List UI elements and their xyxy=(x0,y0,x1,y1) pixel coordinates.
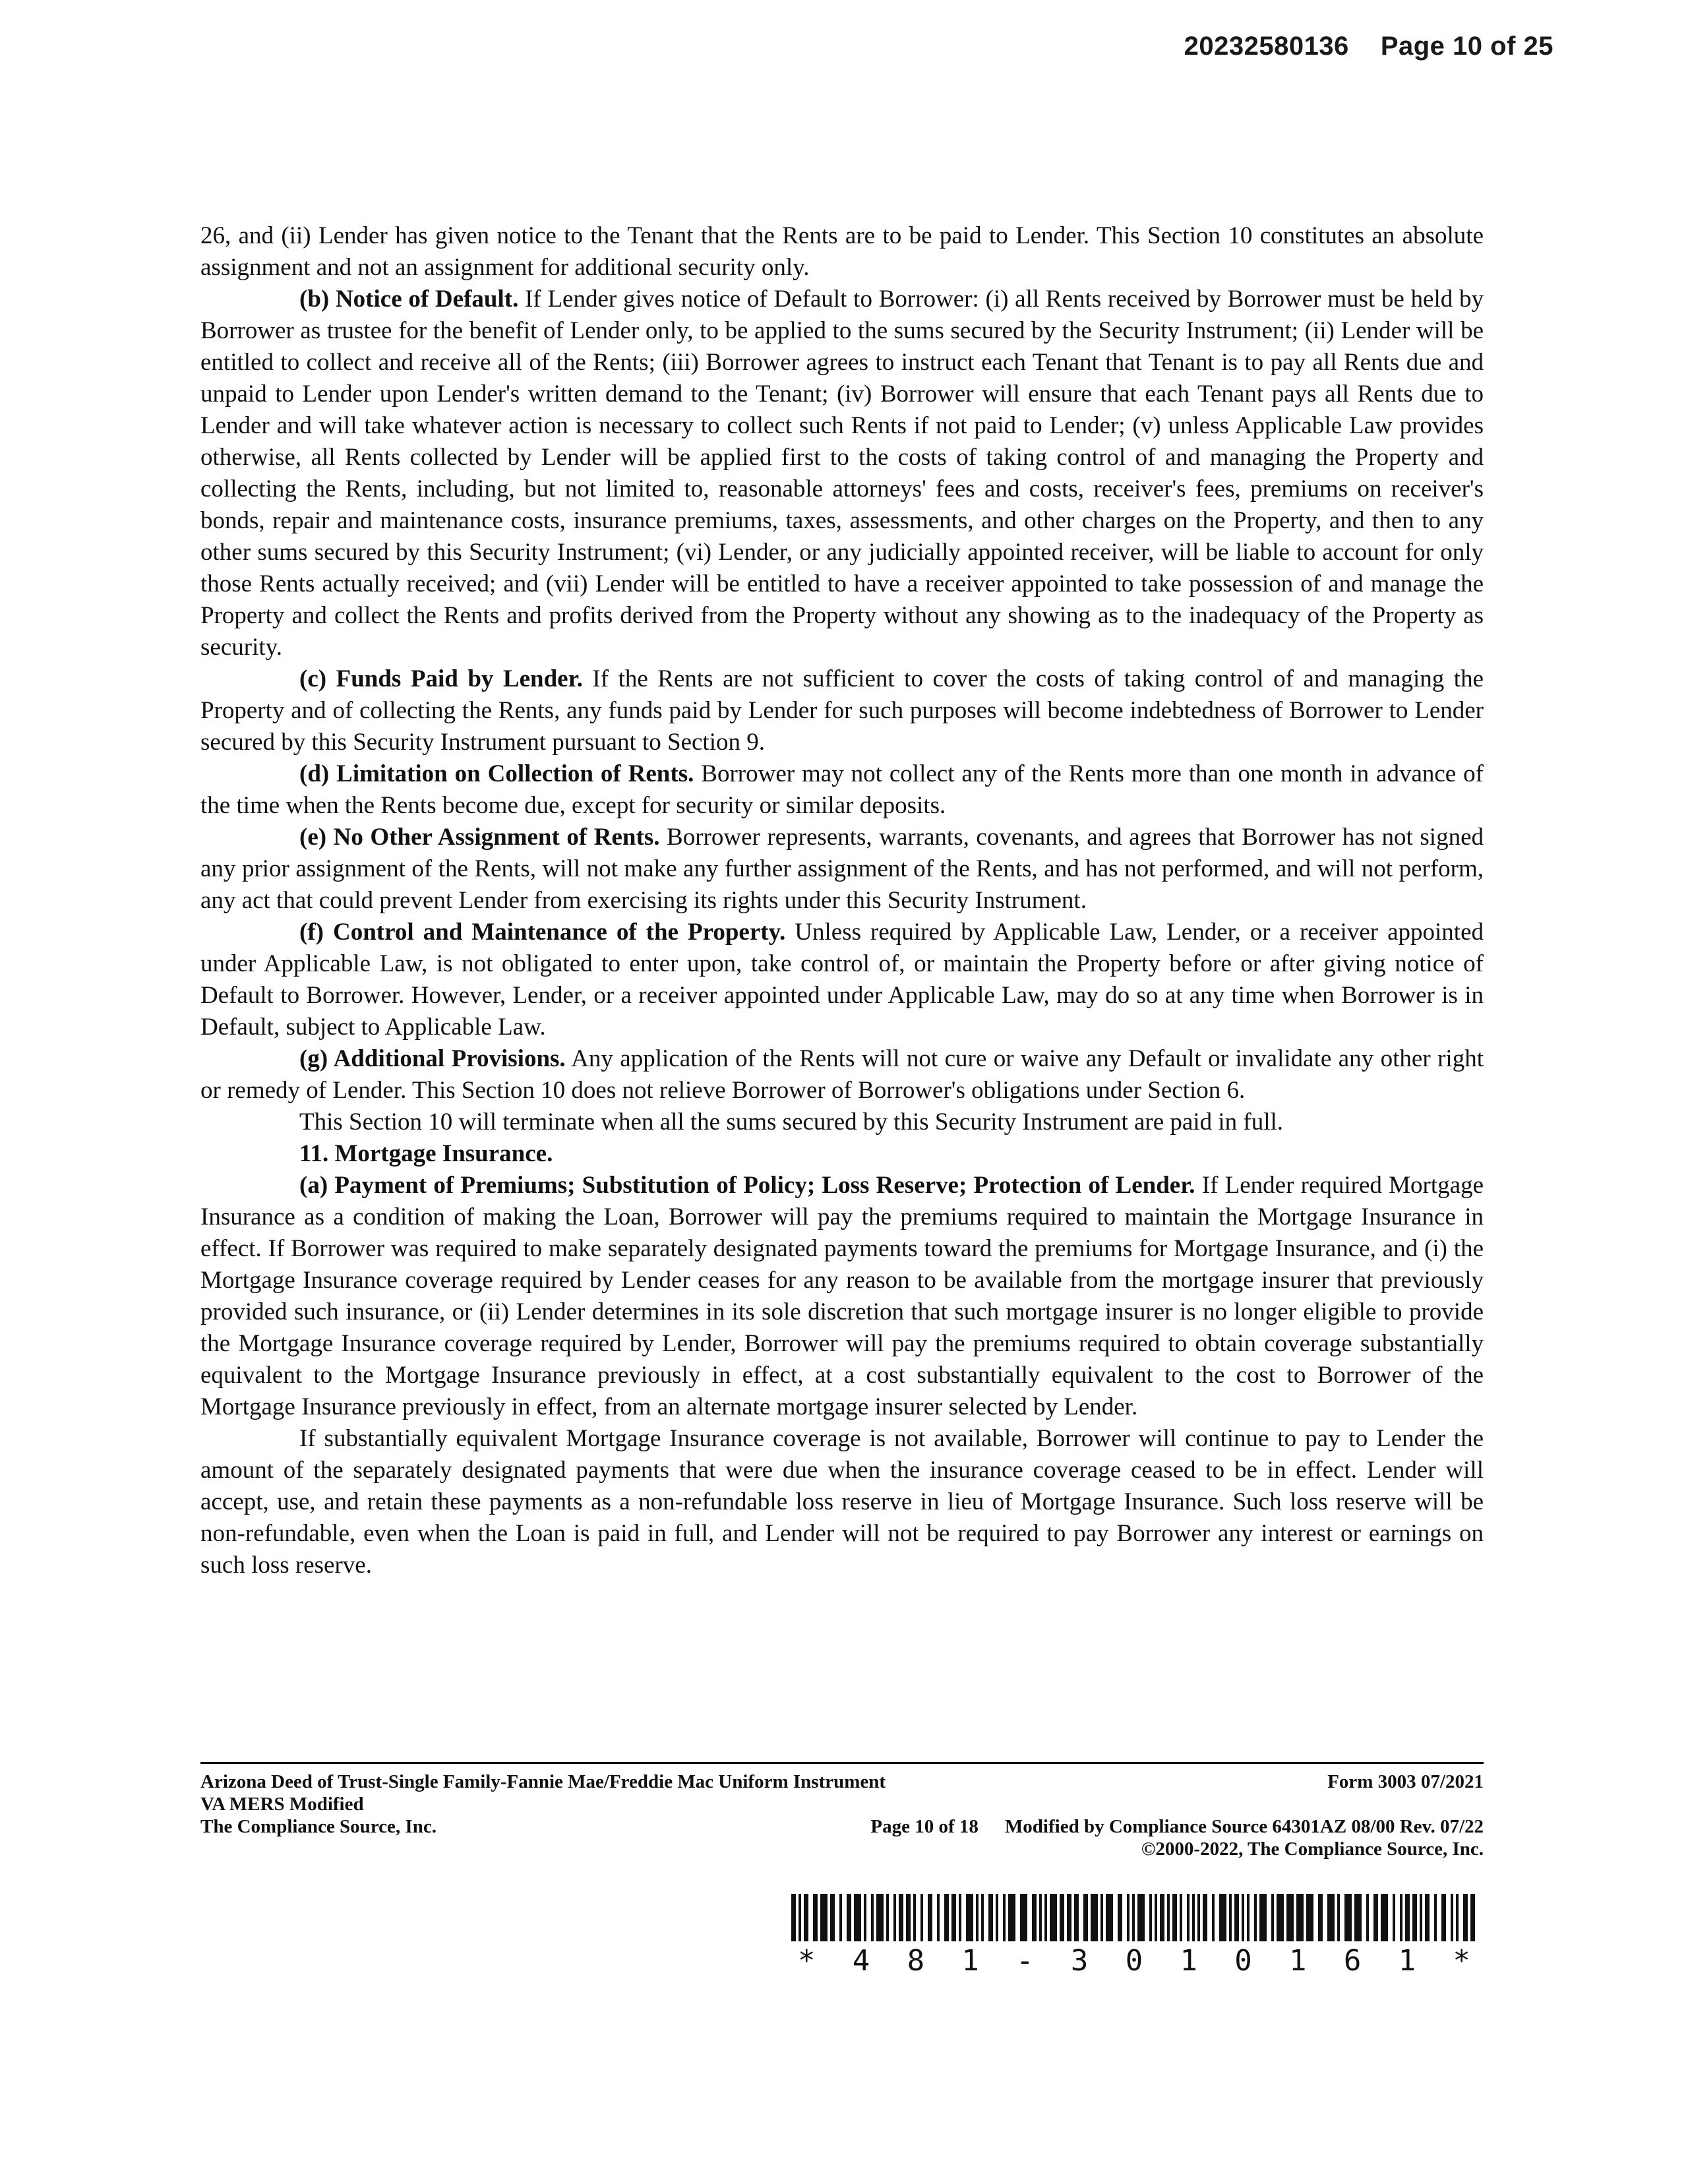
footer-modified: Modified by Compliance Source 64301AZ 08/00 Rev. 07/22 xyxy=(1004,1816,1484,1837)
barcode-bar xyxy=(839,1894,842,1941)
barcode-bar xyxy=(876,1894,884,1941)
paragraph-additional-provisions xyxy=(200,1043,1484,1107)
barcode-bar xyxy=(906,1894,911,1941)
document-body xyxy=(200,220,1484,1581)
barcode-char: 4 xyxy=(852,1944,870,1978)
barcode-bar xyxy=(988,1894,993,1941)
barcode-bar xyxy=(1247,1894,1250,1941)
text-funds-paid: If the Rents are not sufficient to cover the costs of taking control of and managing the Property and of collecting the Rents, any funds paid by Lender for such purposes will become indebtedness of Borrower to Lender secured by this Security Instrument pursuant to Section 9. xyxy=(200,665,1484,756)
barcode-char: - xyxy=(1016,1944,1034,1978)
barcode-bar xyxy=(1259,1894,1267,1941)
barcode-bar xyxy=(1212,1894,1215,1941)
barcode-bar xyxy=(1187,1894,1190,1941)
barcode-bar xyxy=(830,1894,835,1941)
text-control-maintenance: Unless required by Applicable Law, Lender, or a receiver appointed under Applicable Law, is not obligated to enter upon, take control of, or maintain the Property before or after giving notice of Default to Borrower. However, Lender, or a receiver appointed under Applicable Law, may do so at any time when Borrower is in Default, subject to Applicable Law. xyxy=(200,919,1484,1041)
barcode-char: * xyxy=(1453,1944,1470,1978)
barcode-bar xyxy=(1203,1894,1207,1941)
paragraph-no-other-assignment xyxy=(200,822,1484,917)
paragraph-control-maintenance xyxy=(200,917,1484,1043)
barcode-bar xyxy=(1132,1894,1135,1941)
barcode-bars xyxy=(785,1894,1484,1941)
barcode-bar xyxy=(1451,1894,1453,1941)
heading-control-maintenance: (f) Control and Maintenance of the Property. xyxy=(299,919,786,946)
footer-company: The Compliance Source, Inc. xyxy=(200,1816,437,1837)
paragraph-termination: This Section 10 will terminate when all the sums secured by this Security Instrument are paid in full. xyxy=(299,1108,1284,1136)
barcode-bar xyxy=(1318,1894,1323,1941)
paragraph-continuation: 26, and (ii) Lender has given notice to the Tenant that the Rents are to be paid to Lender. This Section 10 constitutes an absolute assignment and not an assignment for additional security only. xyxy=(200,222,1484,281)
barcode-bar xyxy=(1106,1894,1113,1941)
heading-payment-of-premiums: (a) Payment of Premiums; Substitution of Policy; Loss Reserve; Protection of Lender. xyxy=(299,1172,1195,1199)
barcode-bar xyxy=(799,1894,801,1941)
barcode-bar xyxy=(1229,1894,1232,1941)
text-no-other-assignment: Borrower represents, warrants, covenants, and agrees that Borrower has not signed any prior assignment of the Rents, will not make any further assignment of the Rents, and has not performed, and will not perform, any act that could prevent Lender from exercising its rights under this Security Instrument. xyxy=(200,824,1484,914)
barcode-bar xyxy=(1234,1894,1239,1941)
barcode-bar xyxy=(854,1894,861,1941)
barcode-bar xyxy=(791,1894,796,1941)
barcode-bar xyxy=(1242,1894,1244,1941)
barcode-bar xyxy=(1441,1894,1446,1941)
paragraph-limitation xyxy=(200,758,1484,822)
text-payment-of-premiums: If Lender required Mortgage Insurance as a condition of making the Loan, Borrower will pay the premiums required to maintain the Mortgage Insurance in effect. If Borrower was required to make separately designated payments toward the premiums for Mortgage Insurance, and (i) the Mortgage Insurance coverage required by Lender ceases for any reason to be available from the mortgage insurer that previously provided such insurance, or (ii) Lender determines in its sole discretion that such mortgage insurer is no longer eligible to provide the Mortgage Insurance coverage required by Lender, Borrower will pay the premiums required to obtain coverage substantially equivalent to the Mortgage Insurance previously in effect, at a cost substantially equivalent to the cost to Borrower of the Mortgage Insurance previously in effect, from an alternate mortgage insurer selected by Lender. xyxy=(200,1172,1484,1420)
barcode-bar xyxy=(1463,1894,1468,1941)
barcode-char: 0 xyxy=(1234,1944,1252,1978)
barcode-bar xyxy=(1425,1894,1430,1941)
barcode-bar xyxy=(996,1894,998,1941)
barcode-char: 1 xyxy=(1180,1944,1197,1978)
barcode-text xyxy=(798,1944,1470,1978)
barcode-bar xyxy=(976,1894,979,1941)
barcode-bar xyxy=(944,1894,949,1941)
barcode-bar xyxy=(951,1894,956,1941)
barcode-bar xyxy=(1296,1894,1304,1941)
footer-form-title: Arizona Deed of Trust-Single Family-Fannie Mae/Freddie Mac Uniform Instrument xyxy=(200,1771,886,1792)
barcode-char: 1 xyxy=(1398,1944,1416,1978)
barcode-char: 8 xyxy=(907,1944,925,1978)
barcode-bar xyxy=(1155,1894,1157,1941)
barcode-bar xyxy=(1373,1894,1378,1941)
barcode-bar xyxy=(1337,1894,1340,1941)
barcode-bar xyxy=(1366,1894,1369,1941)
barcode-bar xyxy=(899,1894,903,1941)
barcode-bar xyxy=(804,1894,808,1941)
barcode-bar xyxy=(1039,1894,1042,1941)
barcode-char: 1 xyxy=(961,1944,979,1978)
barcode-bar xyxy=(1306,1894,1313,1941)
barcode-bar xyxy=(1020,1894,1027,1941)
barcode-bar xyxy=(813,1894,818,1941)
paragraph-notice-of-default xyxy=(200,284,1484,663)
page-footer xyxy=(200,1762,1484,1860)
barcode-bar xyxy=(1127,1894,1130,1941)
footer-copyright: ©2000-2022, The Compliance Source, Inc. xyxy=(1141,1838,1484,1860)
barcode-bar xyxy=(1393,1894,1395,1941)
barcode-bar xyxy=(1160,1894,1164,1941)
barcode-bar xyxy=(1354,1894,1362,1941)
barcode-bar xyxy=(1219,1894,1226,1941)
paragraph-funds-paid xyxy=(200,663,1484,758)
barcode-bar xyxy=(959,1894,961,1941)
barcode-char: 0 xyxy=(1125,1944,1143,1978)
barcode-bar xyxy=(1100,1894,1103,1941)
barcode-bar xyxy=(913,1894,916,1941)
barcode-bar xyxy=(1083,1894,1088,1941)
heading-limitation: (d) Limitation on Collection of Rents. xyxy=(299,760,694,787)
heading-funds-paid: (c) Funds Paid by Lender. xyxy=(299,665,583,692)
barcode-bar xyxy=(1032,1894,1037,1941)
text-notice-of-default: If Lender gives notice of Default to Borrower: (i) all Rents received by Borrower must be held by Borrower as trustee for the benefit of Lender only, to be applied to the sums secured by the Security Instrument; (ii) Lender will be entitled to collect and receive all of the Rents; (iii) Borrower agrees to instruct each Tenant that Tenant is to pay all Rents due and unpaid to Lender upon Lender's written demand to the Tenant; (iv) Borrower will ensure that each Tenant pays all Rents due to Lender and will take whatever action is necessary to collect such Rents if not paid to Lender; (v) unless Applicable Law provides otherwise, all Rents collected by Lender will be applied first to the costs of taking control of and managing the Property and collecting the Rents, including, but not limited to, reasonable attorneys' fees and costs, receiver's fees, premiums on receiver's bonds, repair and maintenance costs, insurance premiums, taxes, assessments, and other charges on the Property, and then to any other sums secured by this Security Instrument; (vi) Lender, or any judicially appointed receiver, will be liable to account for only those Rents actually received; and (vii) Lender will be entitled to have a receiver appointed to take possession of and manage the Property and collect the Rents and profits derived from the Property without any showing as to the inadequacy of the Property as security. xyxy=(200,286,1484,661)
barcode-bar xyxy=(937,1894,940,1941)
barcode-bar xyxy=(1400,1894,1402,1941)
section-11-title xyxy=(200,1138,1484,1170)
barcode-bar xyxy=(966,1894,973,1941)
barcode-char: 6 xyxy=(1343,1944,1362,1978)
barcode-bar xyxy=(1470,1894,1475,1941)
barcode-bar xyxy=(820,1894,828,1941)
recording-page-number: Page 10 of 25 xyxy=(1380,32,1553,61)
barcode-bar xyxy=(1254,1894,1257,1941)
barcode-bar xyxy=(1192,1894,1195,1941)
barcode-bar xyxy=(847,1894,851,1941)
barcode-bar xyxy=(864,1894,866,1941)
barcode-char: 1 xyxy=(1289,1944,1307,1978)
barcode-bar xyxy=(893,1894,896,1941)
barcode-bar xyxy=(928,1894,932,1941)
barcode-char: 3 xyxy=(1070,1944,1089,1978)
paragraph-payment-of-premiums xyxy=(200,1170,1484,1423)
barcode-bar xyxy=(1277,1894,1284,1941)
heading-notice-of-default: (b) Notice of Default. xyxy=(299,286,519,313)
heading-mortgage-insurance: 11. Mortgage Insurance. xyxy=(299,1140,553,1167)
barcode-bar xyxy=(1172,1894,1177,1941)
barcode-bar xyxy=(1149,1894,1152,1941)
barcode-bar xyxy=(1067,1894,1071,1941)
paragraph-loss-reserve: If substantially equivalent Mortgage Insurance coverage is not available, Borrower will continue to pay to Lender the amount of the separately designated payments that were due when the insurance coverage ceased to be in effect. Lender will accept, use, and retain these payments as a non-refundable loss reserve in lieu of Mortgage Insurance. Such loss reserve will be non-refundable, even when the Loan is paid in full, and Lender will not be required to pay Borrower any interest or earnings on such loss reserve. xyxy=(200,1425,1484,1579)
barcode-bar xyxy=(1137,1894,1145,1941)
recording-stamp xyxy=(1184,32,1553,61)
barcode-bar xyxy=(920,1894,923,1941)
barcode-bar xyxy=(1405,1894,1410,1941)
heading-no-other-assignment: (e) No Other Assignment of Rents. xyxy=(299,824,660,851)
barcode-bar xyxy=(1412,1894,1417,1941)
barcode-bar xyxy=(1060,1894,1064,1941)
barcode-bar xyxy=(1050,1894,1057,1941)
barcode-bar xyxy=(1327,1894,1335,1941)
barcode-bar xyxy=(1074,1894,1079,1941)
barcode-bar xyxy=(1003,1894,1006,1941)
footer-va-mers: VA MERS Modified xyxy=(200,1794,364,1815)
barcode-bar xyxy=(981,1894,984,1941)
barcode-bar xyxy=(1286,1894,1294,1941)
barcode-bar xyxy=(1344,1894,1352,1941)
footer-page-number: Page 10 of 18 xyxy=(870,1816,979,1837)
barcode-bar xyxy=(1091,1894,1098,1941)
barcode-bar xyxy=(1456,1894,1459,1941)
barcode-bar xyxy=(1180,1894,1182,1941)
barcode-char: * xyxy=(798,1944,816,1978)
text-additional-provisions: Any application of the Rents will not cure or waive any Default or invalidate any other right or remedy of Lender. This Section 10 does not relieve Borrower of Borrower's obligations under Section 6. xyxy=(200,1045,1484,1104)
barcode-bar xyxy=(1118,1894,1122,1941)
barcode-bar xyxy=(1434,1894,1437,1941)
heading-additional-provisions: (g) Additional Provisions. xyxy=(299,1045,566,1072)
document-number: 20232580136 xyxy=(1184,32,1349,61)
barcode-bar xyxy=(1167,1894,1170,1941)
barcode-bar xyxy=(886,1894,889,1941)
barcode-bar xyxy=(1044,1894,1047,1941)
barcode-bar xyxy=(1381,1894,1388,1941)
barcode-bar xyxy=(1271,1894,1274,1941)
barcode-bar xyxy=(1420,1894,1422,1941)
barcode-bar xyxy=(1008,1894,1015,1941)
barcode-bar xyxy=(1197,1894,1200,1941)
barcode-bar xyxy=(871,1894,874,1941)
text-limitation: Borrower may not collect any of the Rents more than one month in advance of the time when the Rents become due, except for security or similar deposits. xyxy=(200,760,1484,819)
footer-form-number: Form 3003 07/2021 xyxy=(1327,1771,1484,1792)
